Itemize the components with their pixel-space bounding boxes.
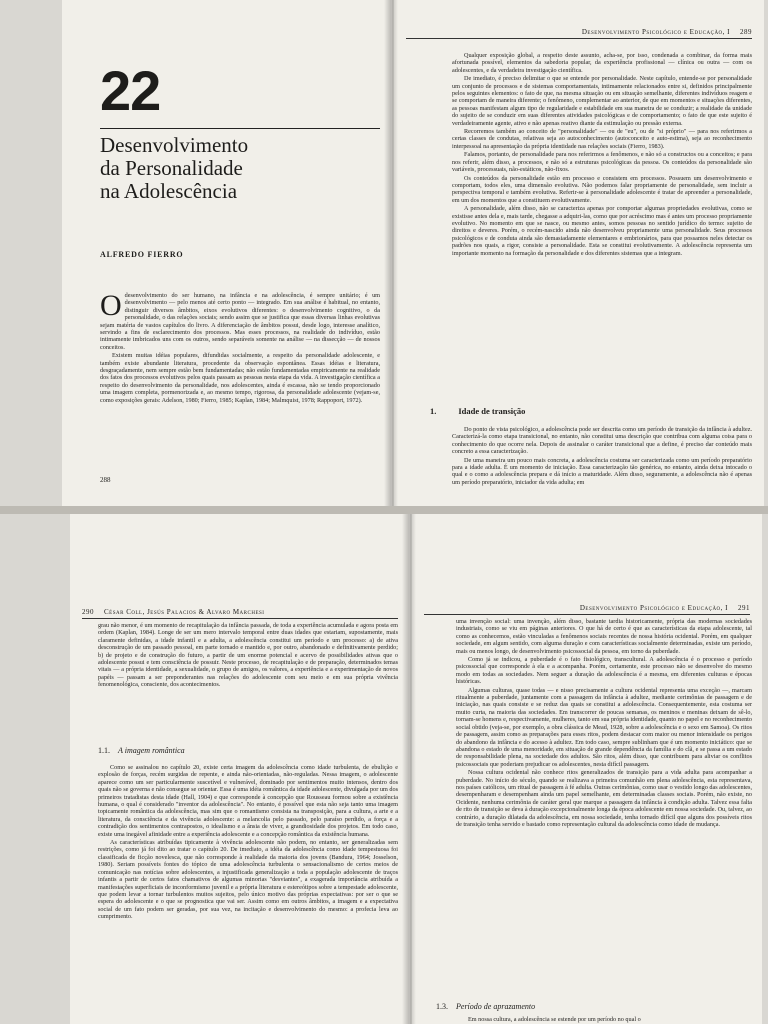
gutter-shadow: [402, 514, 416, 1024]
body-text: [456, 618, 752, 829]
paragraph: Do ponto de vista psicológico, a adolescência pode ser descrita como um período de transição da infância à adultez. Caracterizá-la como etapa transicional, no entanto, não constitui uma descrição que contribua com alguma coisa para o conhecimento do que ocorre nela. Depois de assinalar o caráter transicional que a define, é preciso dar conteúdo mais concreto a essa caracterização.: [452, 426, 752, 456]
section-title: Idade de transição: [458, 406, 526, 416]
page-290: [70, 514, 410, 1024]
top-spread: [0, 0, 768, 506]
section-number: 1.: [430, 406, 437, 416]
paragraph: Algumas culturas, quase todas — e nisso precisamente a cultura ocidental representa uma exceção —, marcam ritualmente a puberdade, juntamente com a passagem da infância à adultez, mediante cerimônias de passagem e de iniciação, nas quais consiste e se reduz das quais se constitui a adolescência. Consequentemente, esta costuma ser muito curta, na maioria das sociedades. Em transcorrer de poucas semanas, os meninos e meninas deixam de sê-lo, tornam-se homens e, respectivamente, mulheres, tanto em sua própria identidade, quanto no papel e no reconhecimento social obtido (veja-se, por exemplo, a obra clássica de Mead, 1928, sobre a adolescência e o sexo em Samoa). Os ritos de passagem, assim como as preparações para esses ritos, podem destacar com maior ou menor intensidade os perigos do abandono da infância e do acesso à adultez. Em todo caso, sempre sublinham que é um momento iniciático: que se abandona o estado de uma menoridade, em situação de grande dependência da família e do clã, e se passa a um estado de responsabilidade plena, na sociedade dos adultos. São ritos, além disso, que contribuem para aliviar os conflitos psicossociais que poderiam prejudicar os adolescentes, nesta difícil passagem.: [456, 686, 752, 768]
paragraph: grau não menor, é um momento de recapitulação da infância passada, de toda a experiência acumulada e agora posta em ordem (Kaplan, 1984). Longe de ser um mero intervalo temporal entre duas idades que estariam, supostamente, mais claramente definidas, a idade infantil e a adulta, a adolescência constitui um período e um processo: a) de ativa desconstrução de um passado pessoal, em parte tornado e mantido e, por outro, abandonado e definitivamente perdido; b) de projeto e de construção do futuro, a partir de um enorme potencial e acervo de possibilidades ativas que o adolescente possui e tem consciência de possuir. Neste processo, de recapitulação e de preparação, determinados temas vitais — a própria identidade, a sexualidade, o grupo de amigos, os valores, a experiência e a experimentação de novos papéis — passam a ser preponderantes nas relações do adolescente com seu meio e em sua própria vivência fenomenológica, consciente, dos acontecimentos.: [98, 622, 398, 689]
body-text: [452, 426, 752, 487]
section-heading: [430, 406, 525, 416]
paragraph: Em nossa cultura, a adolescência se estende por um período no qual o: [468, 1016, 641, 1023]
spread-divider: [0, 506, 768, 514]
page-number: 290: [82, 608, 94, 616]
paragraph: Falamos, portanto, de personalidade para nos referirmos a fenômenos, e não só a constructos ou a conceitos; e para nos referir, além disso, a processos, e não só a estruturas psicológicas da pessoa. Os conteúdos da personalidade são variáveis, processuais, não-estáticos, não-fixos.: [452, 151, 752, 174]
paragraph: [100, 289, 380, 351]
page-number: 288: [100, 476, 111, 484]
running-head-title: Desenvolvimento Psicológico e Educação, I: [581, 28, 730, 36]
paragraph: Existem muitas idéias populares, difundidas socialmente, a respeito da personalidade adolescente, e também existe abundante literatura, procedente da observação espontânea. Essas idéias e literatura, desgraçadamente, nem sempre estão bem fundamentadas; não estão fundamentadas empiricamente na realidade dos fatos dos processos evolutivos pelos quais passam as pessoas nesta etapa da vida. A investigação científica a respeito do desenvolvimento da personalidade, nos adolescentes, ainda é escassa, não se tendo proporcionado uma imagem completa, pormenorizada e, ao mesmo tempo, rigorosa, da personalidade adolescente (vejam-se, como exposições gerais: Adelson, 1980; Fierro, 1985; Kaplan, 1984; Malmquist, 1978; Rappoport, 1972).: [100, 352, 380, 404]
subsection-title: A imagem romântica: [118, 746, 185, 755]
page-number: 289: [740, 28, 752, 36]
paragraph: Recorremos também ao conceito de "personalidade" — ou de "eu", ou de "si próprio" — para nos referirmos a certas classes de condutas, relativas seja ao autoconhecimento (autoconceito e auto-estima), seja ao reconhecimento interpessoal na apresentação da própria identidade nas relações sociais (Fierro, 1983).: [452, 128, 752, 150]
running-head-title: César Coll, Jesús Palacios & Alvaro Marchesi: [104, 608, 265, 616]
running-head: [406, 28, 752, 39]
chapter-title-line: Desenvolvimento: [100, 133, 249, 157]
subsection-number: 1.3.: [436, 1002, 448, 1011]
paragraph: Os conteúdos da personalidade estão em processo e consistem em processos. Possuem um desenvolvimento e comportam, todos eles, uma dimensão evolutiva. Não podemos falar propriamente de personalidade, sem incluir a perspectiva temporal e também evolutiva. Referir-se à personalidade adolescente é tratar de apreender a personalidade, em um dos momentos que a constituem evolutivamente.: [452, 174, 752, 204]
subsection-title: Período de aprazamento: [456, 1002, 536, 1011]
page-291: [412, 514, 762, 1024]
chapter-title: [100, 134, 360, 203]
body-text: [452, 52, 752, 258]
paragraph-text: desenvolvimento do ser humano, na infância e na adolescência, é sempre unitário; é um desenvolvimento — pelo menos até certo ponto — integrado. Em sua análise é habitual, no entanto, distinguir diversos âmbitos, eixos evolutivos diferentes: o desenvolvimento cognitivo, o da personalidade, o das relações sociais; sendo assim que se justifica que essas diversas linhas evolutivas sejam matéria de vastos capítulos do livro. A diferenciação de âmbitos possui, desde logo, interesse analítico, servindo a fins de esclarecimento dos processos. Mas esses processos, na realidade do indivíduo, estão intimamente imbricados uns com os outros, sendo separáveis somente na análise — na dissecção — de nossos conceitos.: [100, 292, 380, 351]
body-text: [98, 764, 398, 922]
body-text: [100, 289, 380, 405]
chapter-rule: [100, 128, 380, 129]
paragraph: Qualquer exposição global, a respeito deste assunto, acha-se, por isso, condenada a combinar, da forma mais afortunada possível, elementos da sabedoria popular, da experiência profissional — clínica ou outra — com os adolescentes, e da verdadeira investigação científica.: [452, 52, 752, 74]
author-name: ALFREDO FIERRO: [100, 250, 184, 259]
subsection-heading: [98, 746, 185, 755]
subsection-heading: [436, 1002, 535, 1011]
paragraph: uma invenção social: uma invenção, além disso, bastante tardia historicamente, própria das modernas sociedades industriais, como se viu em páginas anteriores. O que há de certo é que as características da etapa adolescente, tal como as conhecemos, estão vinculadas a fenômenos sociais recentes de nossa história ocidental. Porém, em qualquer sociedade, em algum sentido, com alguma duração e com características socialmente determinadas, existe um período, mais ou menos longo, de desenvolvimento psicossocial da pessoa, em torno da puberdade.: [456, 618, 752, 655]
paragraph: A personalidade, além disso, não se caracteriza apenas por comportar algumas propriedades evolutivas, como se existisse antes dela e, mais tarde, chegasse a adquiri-las, como que por acréscimo mas é antes um processo propriamente evolutivo. No momento em que se nasce, ou mesmo antes, somos pessoas no sentido jurídico do termo: sujeito de direitos e deveres. Porém, o recém-nascido ainda não desenvolveu propriamente uma personalidade. Seus processos psicológicos e de conduta ainda são demasiadamente elementares e embrionários, para que possamos neles detectar os padrões nos quais, a rigor, consiste a personalidade. Esta se constitui evolutivamente. A adolescência representa um importante momento na formação da personalidade e dos diferentes sistemas que a integram.: [452, 205, 752, 257]
subsection-number: 1.1.: [98, 746, 110, 755]
running-head: [424, 604, 750, 615]
body-text: [456, 1016, 752, 1024]
page-288: [62, 0, 392, 506]
running-head-title: Desenvolvimento Psicológico e Educação, I: [579, 604, 728, 612]
drop-cap: O: [100, 289, 122, 322]
paragraph: De uma maneira um pouco mais concreta, a adolescência costuma ser caracterizada como um período preparatório para a idade adulta. É um momento de iniciação. Essa caracterização tão genérica, no entanto, ainda deixa intocado o qual e o como a adolescência prepara e dá início a maturidade. Além disso, seguramente, a adolescência não é apenas um período preparatório, iniciador da vida adulta; em: [452, 456, 752, 486]
chapter-title-line: da Personalidade: [100, 156, 243, 180]
page-number: 291: [738, 604, 750, 612]
chapter-title-line: na Adolescência: [100, 179, 238, 203]
gutter-shadow: [384, 0, 398, 506]
paragraph: De imediato, é preciso delimitar o que se entende por personalidade. Neste capítulo, entende-se por personalidade um conjunto de processos e de sistemas comportamentais, intimamente relacionados entre si, definidos principalmente pelos seguintes elementos: o fato de que, na mesma situação ou em situação semelhante, diferentes indivíduos reagem e se comportam de maneira diferente; o fenômeno, complementar ao anterior, de que em momentos e situações diferentes, as pessoas manifestam algum tipo de regularidade e estabilidade em sua maneira de se conduzir; a realidade da unidade do sujeito de se conduzir em suas diferentes atividades psicológicas e de comportamento; o fato de que este sujeito é verdadeiramente agente, ativo e não apenas reativo diante da estimulação ou pressão externa.: [452, 75, 752, 127]
body-text: [98, 622, 398, 690]
running-head: [82, 608, 398, 619]
bottom-spread: [0, 514, 768, 1024]
paragraph: Como se assinalou no capítulo 20, existe certa imagem da adolescência como idade turbulenta, de ebulição e explosão de forças, recém surgidas de repente, e ainda não-orientadas, não-reguladas. Nessa imagem, o adolescente aparece como um ser particularmente suscetível e vulnerável, dominado por sentimentos muito intensos, dentro dos quais não se governa e não consegue se orientar. Essa é uma idéia romântica da idade adolescente, divulgada por um dos primeiros tratadistas desta idade (Hall, 1904) e que corresponde à concepção que Rousseau formou sobre a existência humana, o qual é considerado "inventor da adolescência". No entanto, é possível que esta não seja tanto uma imagem topicamente romântica da adolescência, mas sim que o romantismo consista na transposição, para a cultura, a arte e a literatura, da consciência e da vivência adolescente: a melancolia pelo passado, pelo paraíso perdido, a força e a contradição dos sentimentos contrapostos, o idealismo e a ânsia de viver, a grandiosidade dos projetos. Em todo caso, existe uma inegável afinidade entre a experiência adolescente e a concepção romântica da existência humana.: [98, 764, 398, 838]
page-289: [394, 0, 764, 506]
chapter-number: 22: [100, 59, 161, 122]
paragraph: Nossa cultura ocidental não conhece ritos generalizados de transição para a vida adulta para acompanhar a puberdade. No início do século, quando se realizava a primeira comunhão em plena adolescência, esta representava, nos países católicos, um ritual de passagem à fé adulta. Outras cerimônias, como usar o vestido longo das adolescentes, desempenharam e desempenham ainda um papel semelhante, em determinadas classes sociais. Porém, não existe, no Ocidente, nenhuma cerimônia de caráter geral que marque a passagem da infância à condição adulta. Talvez essa falta de rito de transição se deva à duração excepcionalmente longa da época adolescente em nossa sociedade. Ou, talvez, ao contrário, a duração dilatada da adolescência, em nossa sociedade, tenha tornado difícil que alguns dos possíveis ritos de transição tenha servido e bastado como representação cultural da adolescência como idade de mudança.: [456, 769, 752, 828]
paragraph: As características atribuídas tipicamente à vivência adolescente não podem, no entanto, ser generalizadas sem restrições, como já foi dito ao tratar o capítulo 20. De imediato, a idéia da adolescência como idade tempestuosa foi classificada de ficção novelesca, que não corresponde à realidade da maioria dos jovens (Bandura, 1964; Josselson, 1980). Seriam possíveis fontes do tópico de uma adolescência turbulenta o sensacionalismo de certos meios de comunicação nas notícias sobre adolescentes, a injustificada generalização a toda a população adolescente de traços infantis a partir de certos fatos chamativos de algumas minorias "desviantes", a exagerada importância atribuída a manifestações superficiais de inconformismo juvenil e a própria literatura e estereótipos sobre a tempestade adolescente, que podem levar a tornar turbulentos muitos sujeitos, pelo único motivo das próprias expectativas: por ser o que se espera do adolescente e o que se prognostica que vai ser. Assim como em outros âmbitos, a imagem e a expectativa social de um fato podem ser geradas, por sua vez, na incitação e desenvolvimento do mesmo: a profecia leva ao cumprimento.: [98, 839, 398, 921]
paragraph: Como já se indicou, a puberdade é o fato fisiológico, transcultural. A adolescência é o processo e período psicossocial que corresponde à ela e a acompanha. Porém, certamente, este processo não se desenvolve do mesmo modo em todas as sociedades. Nem seguer a duração da adolescência é a mesma, em diferentes culturas e épocas históricas.: [456, 656, 752, 686]
